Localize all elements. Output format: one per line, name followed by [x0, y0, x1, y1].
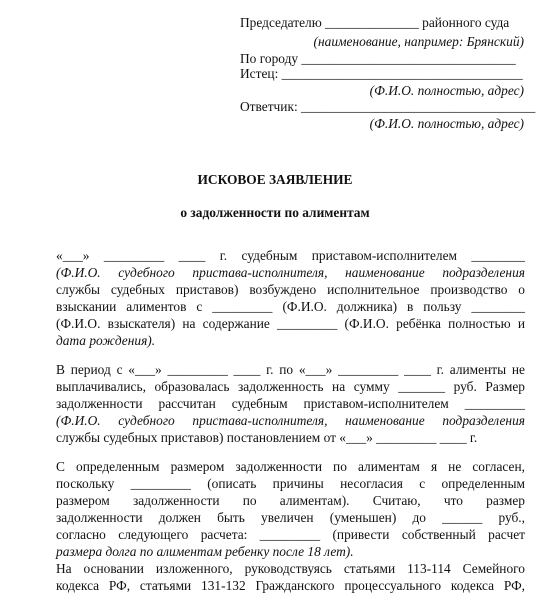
- paragraph-line: дата рождения).: [56, 333, 156, 348]
- header-plaintiff-hint: (Ф.И.О. полностью, адрес): [369, 83, 524, 98]
- paragraph-line: взыскании алиментов с _________ (Ф.И.О. должника) в пользу ________: [56, 299, 525, 314]
- paragraph-line: задолженности рассчитан судебным приставом-исполнителем _________: [56, 396, 525, 411]
- paragraph-line: (Ф.И.О. судебного пристава-исполнителя, наименование подразделения: [56, 413, 525, 428]
- paragraph-line: «___» _________ ____ г. судебным приставом-исполнителем ________: [56, 248, 525, 263]
- header-city-line: По городу ________________________________: [240, 51, 516, 66]
- paragraph-line: согласно следующего расчета: _________ (привести собственный расчет: [56, 527, 525, 542]
- paragraph-line: В период с «___» _________ ____ г. по «___» _________ ____ г. алименты не: [56, 362, 525, 377]
- paragraph-line: (Ф.И.О. взыскателя) на содержание _________ (Ф.И.О. ребёнка полностью и: [56, 316, 525, 331]
- paragraph-line: службы судебных приставов) постановлением от «___» _________ ____ г.: [56, 430, 478, 445]
- paragraph-line: (Ф.И.О. судебного пристава-исполнителя, наименование подразделения: [56, 265, 525, 280]
- paragraph-line: размера долга по алиментам ребенку после 18 лет).: [56, 544, 354, 559]
- header-chairman-line: Председателю ______________ районного суда: [240, 15, 510, 30]
- header-defendant-hint: (Ф.И.О. полностью, адрес): [369, 116, 524, 131]
- paragraph-line: кодекса РФ, статьями 131-132 Гражданского процессуального кодекса РФ,: [56, 578, 525, 593]
- document-subtitle: о задолженности по алиментам: [180, 205, 370, 220]
- header-defendant-line: Ответчик: ___________________________________: [240, 99, 536, 114]
- header-plaintiff-line: Истец: ____________________________________: [240, 66, 523, 81]
- paragraph-line: поскольку _________ (описать причины несогласия с определенным: [56, 476, 525, 491]
- document-title: ИСКОВОЕ ЗАЯВЛЕНИЕ: [197, 172, 353, 187]
- paragraph-line: службы судебных приставов) возбуждено исполнительное производство о: [56, 282, 525, 297]
- paragraph-line: выплачивались, образовалась задолженность на сумму _______ руб. Размер: [56, 379, 525, 394]
- paragraph-line: задолженности должен быть увеличен (уменьшен) до ______ руб.,: [56, 510, 525, 525]
- paragraph-line: На основании изложенного, руководствуясь статьями 113-114 Семейного: [56, 561, 525, 576]
- header-court-hint: (наименование, например: Брянский): [313, 34, 524, 49]
- paragraph-line: размером задолженности по алиментам). Считаю, что размер: [56, 493, 525, 508]
- paragraph-line: С определенным размером задолженности по алиментам я не согласен,: [56, 459, 525, 474]
